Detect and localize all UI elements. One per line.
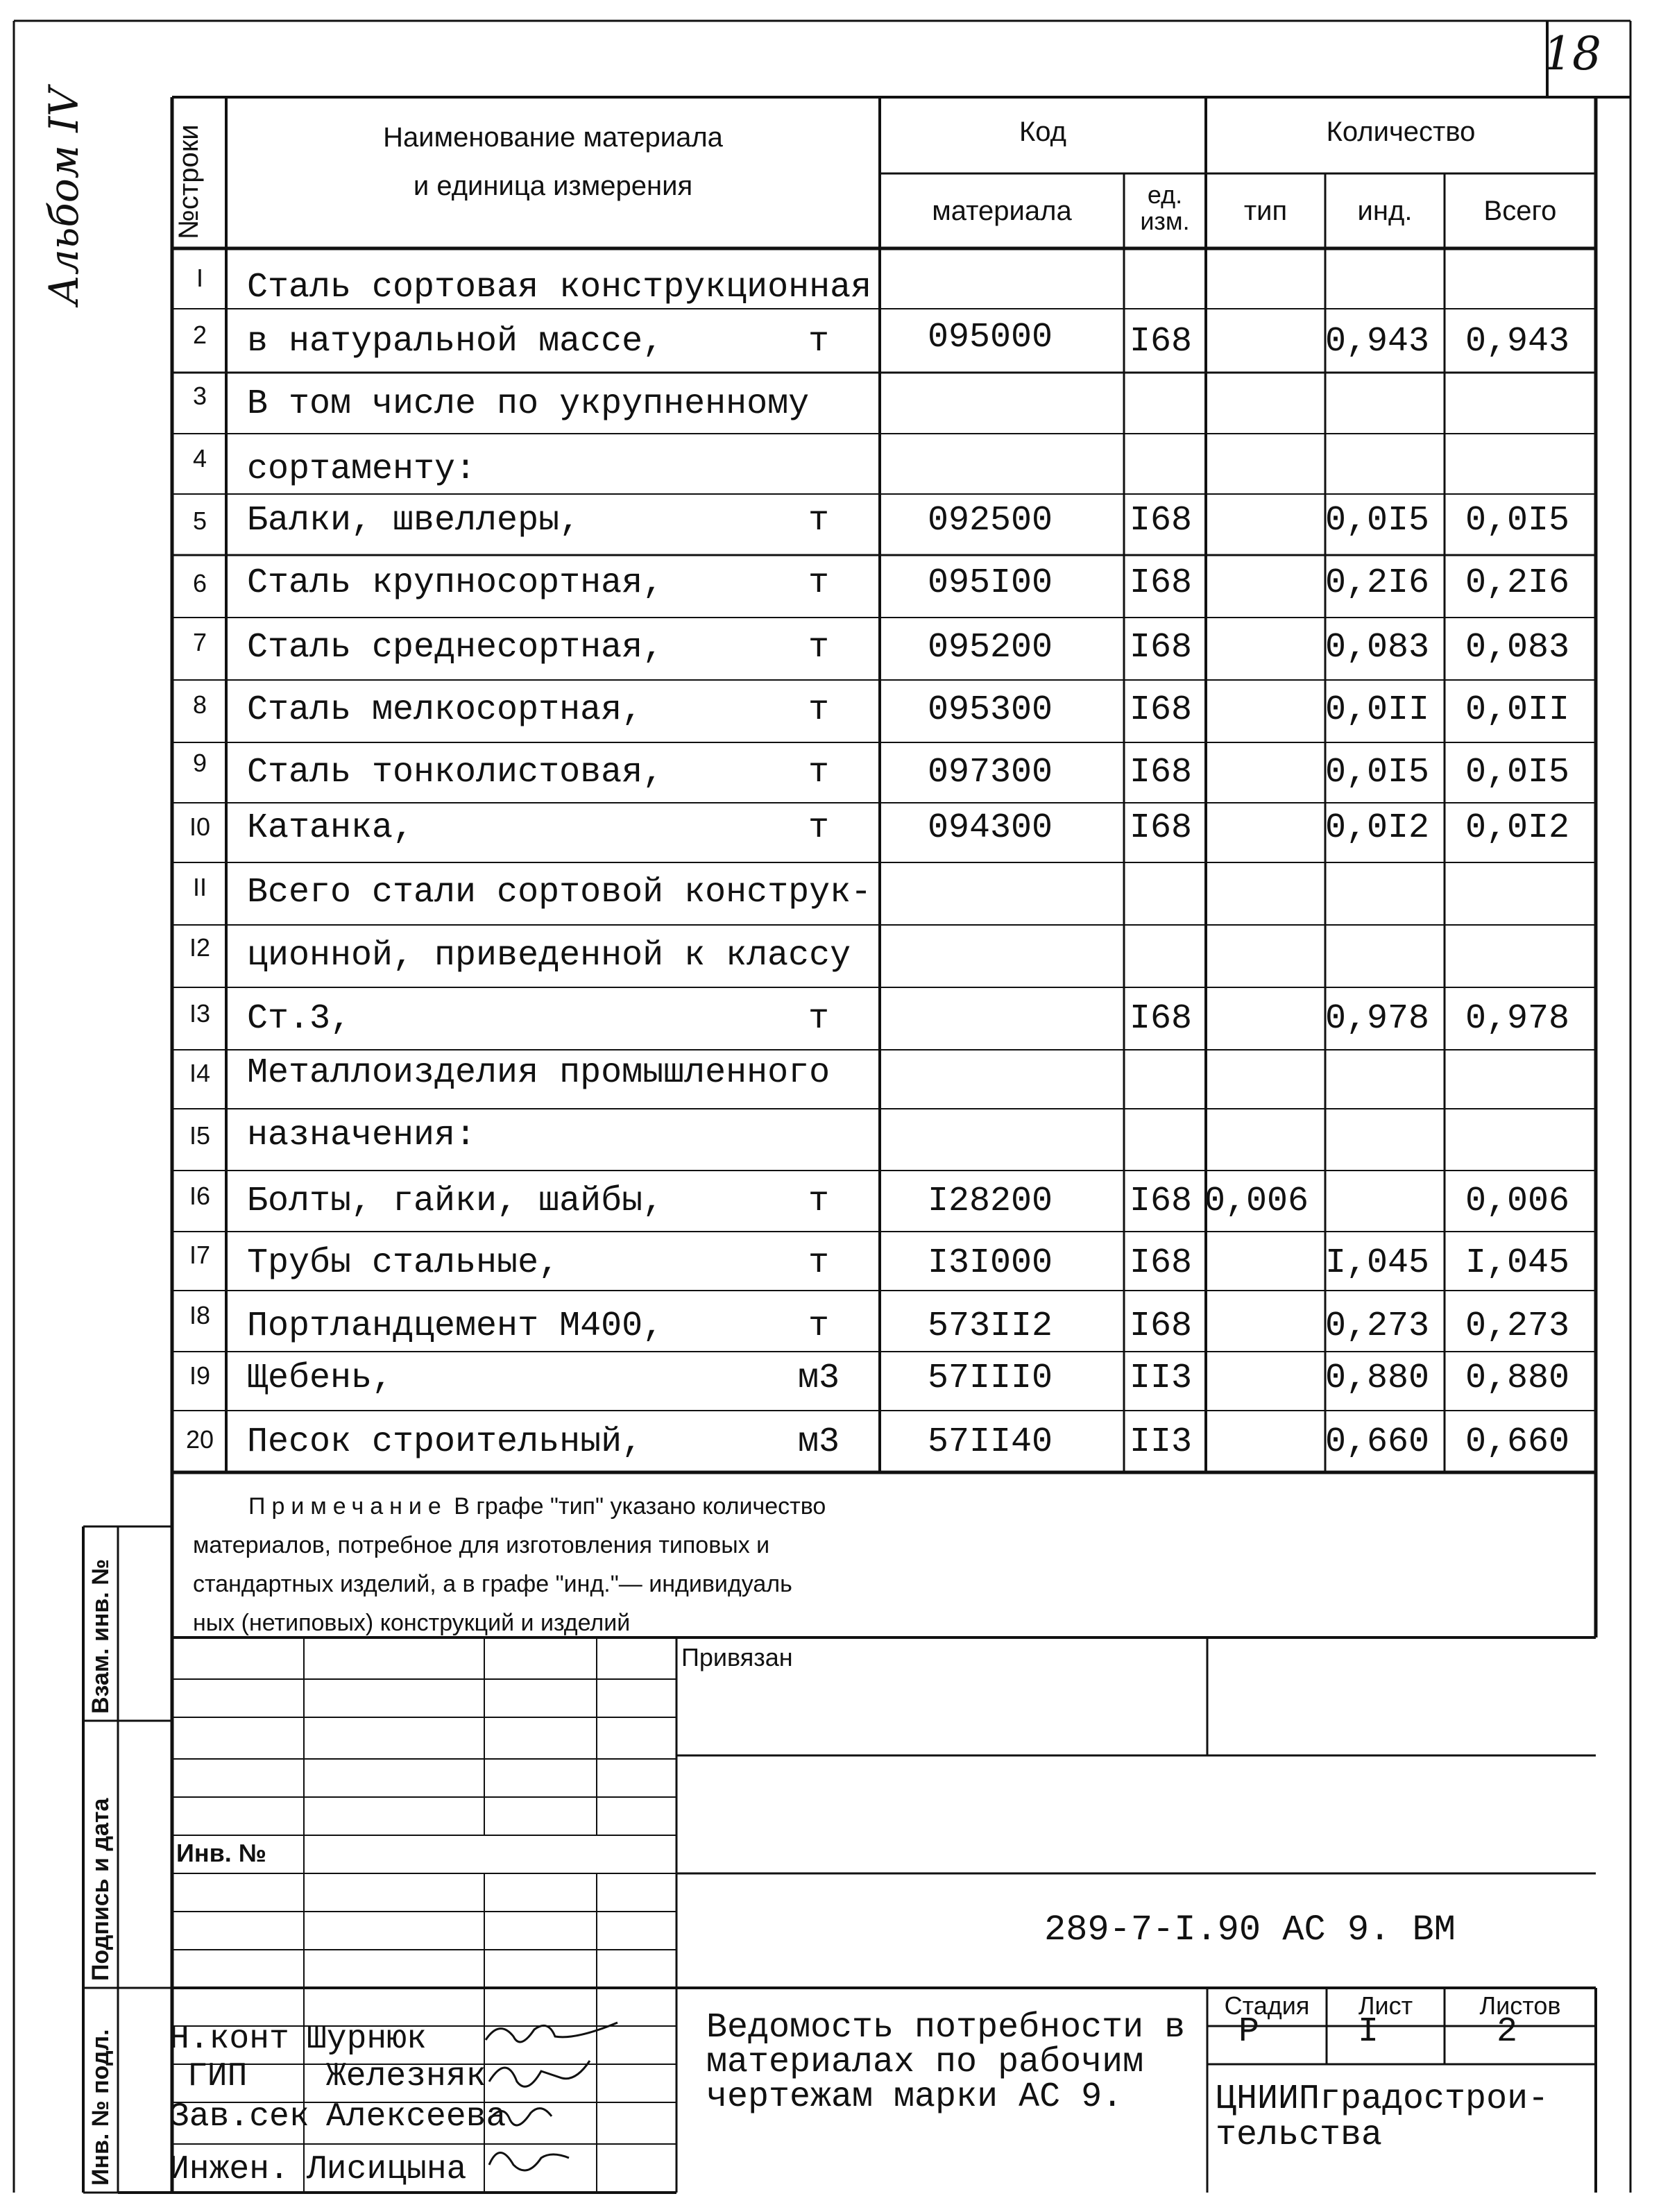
description-line-2: материалах по рабочим (706, 2043, 1144, 2082)
unit: т (808, 808, 829, 848)
signature-name: Железняк (326, 2058, 486, 2095)
material-name: Ст.3, (247, 999, 352, 1039)
table-row (0, 444, 1661, 489)
unit-code: II3 (1130, 1422, 1193, 1462)
table-row (0, 873, 1661, 914)
table-row (0, 1359, 1661, 1400)
description-line-3: чертежам марки АС 9. (706, 2077, 1123, 2117)
row-number: I5 (189, 1121, 211, 1150)
row-number: 20 (185, 1425, 214, 1454)
row-number: I3 (189, 999, 211, 1028)
material-name: Сталь мелкосортная, (247, 690, 643, 730)
material-code: 095200 (927, 628, 1053, 667)
material-name: Сталь крупносортная, (247, 563, 664, 603)
table-row (0, 999, 1661, 1041)
qty-ind-header: инд. (1357, 196, 1413, 226)
table-row (0, 933, 1661, 975)
stage-value: Р (1238, 2012, 1259, 2052)
unit-code: I68 (1130, 322, 1193, 361)
note-line-1 (193, 1487, 956, 1526)
signature-role: ГИП (187, 2058, 248, 2095)
code-unit-header-line2: изм. (1140, 207, 1190, 235)
sheet-value: I (1357, 2012, 1379, 2052)
page-number: 18 (1543, 27, 1601, 80)
unit-code: I68 (1130, 501, 1193, 541)
qty-ind: 0,0I5 (1325, 501, 1430, 541)
material-code: I3I000 (927, 1243, 1053, 1283)
qty-tip-header: тип (1243, 196, 1288, 226)
unit-code: I68 (1130, 999, 1193, 1039)
note-title: Примечание (248, 1493, 448, 1520)
signature-role: Н.конт (169, 2020, 289, 2058)
unit-code: I68 (1130, 690, 1193, 730)
document-code: 289-7-I.90 АС 9. ВМ (1044, 1909, 1456, 1950)
row-number: I9 (189, 1361, 211, 1390)
row-number: I7 (189, 1241, 211, 1269)
qty-ind: 0,0I5 (1325, 753, 1430, 792)
table-row (0, 1301, 1661, 1348)
table-row (0, 563, 1661, 605)
qty-ind: I,045 (1325, 1243, 1430, 1283)
unit-code: I68 (1130, 563, 1193, 603)
material-code: 095000 (927, 318, 1053, 357)
material-code: 097300 (927, 753, 1053, 792)
qty-ind: 0,943 (1325, 322, 1430, 361)
material-name: Сталь тонколистовая, (247, 753, 664, 792)
row-number: II (192, 873, 207, 901)
row-number-header: №строки (173, 124, 204, 239)
unit-code: I68 (1130, 628, 1193, 667)
qty-ind: 0,978 (1325, 999, 1430, 1039)
organization-line-1: ЦНИИПградострои- (1216, 2079, 1549, 2119)
row-number: 5 (192, 507, 207, 535)
code-unit-header (1124, 182, 1206, 235)
material-name: Катанка, (247, 808, 414, 848)
material-code: 57II40 (927, 1422, 1053, 1462)
table-row (0, 318, 1661, 359)
qty-total: I,045 (1465, 1243, 1570, 1283)
qty-total: 0,0II (1465, 690, 1570, 730)
unit-code: I68 (1130, 1307, 1193, 1346)
unit: т (808, 1243, 829, 1283)
row-number: 8 (192, 690, 207, 719)
row-number: I2 (189, 933, 211, 962)
organization-line-2: тельства (1216, 2116, 1383, 2155)
qty-total: 0,083 (1465, 628, 1570, 667)
table-row (0, 1116, 1661, 1157)
note-line-2: материалов, потребное для изготовления типовых и (193, 1532, 770, 1558)
inv-no-label: Инв. № (176, 1839, 266, 1867)
unit-code: I68 (1130, 753, 1193, 792)
row-number: I8 (189, 1301, 211, 1329)
row-number: 4 (192, 444, 207, 473)
signature-name: Шурнюк (307, 2020, 427, 2058)
qty-total: 0,0I5 (1465, 753, 1570, 792)
material-name: Трубы стальные, (247, 1243, 560, 1283)
qty-ind: 0,0I2 (1325, 808, 1430, 848)
document-description (706, 2008, 1186, 2117)
row-number: 6 (192, 569, 207, 597)
signature-scribbles (486, 2023, 617, 2170)
unit-code: II3 (1130, 1359, 1193, 1398)
unit-code: I68 (1130, 1182, 1193, 1221)
unit: т (808, 322, 829, 361)
material-name: в натуральной массе, (247, 322, 664, 361)
organization (1216, 2079, 1549, 2155)
signature-name: Лисицына (307, 2151, 467, 2188)
qty-total: 0,880 (1465, 1359, 1570, 1398)
side-label-vzam: Взам. инв. № (87, 1558, 114, 1714)
table-row (0, 264, 1661, 305)
code-unit-header-line1: ед. (1147, 180, 1183, 209)
unit-code: I68 (1130, 1243, 1193, 1283)
table-row (0, 808, 1661, 850)
qty-ind: 0,880 (1325, 1359, 1430, 1398)
code-header: Код (1019, 117, 1066, 147)
table-row (0, 690, 1661, 732)
qty-ind: 0,2I6 (1325, 563, 1430, 603)
material-name: Щебень, (247, 1359, 393, 1398)
note-line-3: стандартных изделий, а в графе "инд."— индивидуаль (193, 1571, 792, 1597)
name-header-line1: Наименование материала (383, 122, 723, 153)
material-code: 094300 (927, 808, 1053, 848)
qty-total: 0,0I2 (1465, 808, 1570, 848)
row-number: I (196, 264, 203, 292)
qty-total: 0,943 (1465, 322, 1570, 361)
sheets-value: 2 (1496, 2012, 1517, 2052)
row-number: I0 (189, 813, 211, 841)
material-name: Всего стали сортовой конструк- (247, 873, 872, 912)
side-label-inv-podl: Инв. № подл. (87, 2029, 114, 2186)
row-number: 2 (192, 321, 207, 349)
unit: т (808, 999, 829, 1039)
material-name: назначения: (247, 1116, 477, 1155)
material-name: Болты, гайки, шайбы, (247, 1182, 664, 1221)
qty-ind: 0,273 (1325, 1307, 1430, 1346)
unit: м3 (797, 1359, 840, 1398)
qty-ind: 0,083 (1325, 628, 1430, 667)
name-header-line2: и единица измерения (413, 171, 693, 201)
side-label-podpis: Подпись и дата (87, 1798, 114, 1981)
unit: т (808, 1307, 829, 1346)
material-code: 573II2 (927, 1307, 1053, 1346)
material-name: Песок строительный, (247, 1422, 643, 1462)
material-name: Сталь сортовая конструкционная (247, 268, 872, 307)
material-name: Сталь среднесортная, (247, 628, 664, 667)
unit: т (808, 563, 829, 603)
material-name: В том числе по укрупненному (247, 384, 810, 424)
table-row (0, 1053, 1661, 1095)
material-name: Балки, швеллеры, (247, 501, 581, 541)
table-row (0, 1182, 1661, 1223)
privyazan-label: Привязан (681, 1643, 793, 1671)
description-line-1: Ведомость потребности в (706, 2008, 1186, 2048)
table-row (0, 1243, 1661, 1285)
material-code: 095300 (927, 690, 1053, 730)
table-row (0, 501, 1661, 543)
qty-header: Количество (1326, 117, 1476, 147)
row-number: 3 (192, 382, 207, 410)
sheets-label: Листов (1479, 1991, 1561, 2020)
signature-name: Алексеева (326, 2098, 506, 2136)
code-material-header: материала (932, 196, 1072, 226)
signature-role: Инжен. (169, 2151, 289, 2188)
qty-total: 0,2I6 (1465, 563, 1570, 603)
signature-role: Зав.сек (169, 2098, 309, 2136)
note-line-4: ных (нетиповых) конструкций и изделий (193, 1610, 631, 1636)
material-name: Портландцемент М400, (247, 1307, 664, 1346)
unit: т (808, 1182, 829, 1221)
unit: т (808, 628, 829, 667)
material-code: 092500 (927, 501, 1053, 541)
material-code: 57III0 (927, 1359, 1053, 1398)
unit: т (808, 501, 829, 541)
qty-total: 0,660 (1465, 1422, 1570, 1462)
qty-total-header: Всего (1483, 196, 1557, 226)
note-block (193, 1487, 956, 1642)
row-number: I6 (189, 1182, 211, 1210)
qty-total: 0,006 (1465, 1182, 1570, 1221)
row-number: 9 (192, 749, 207, 777)
row-number: I4 (189, 1059, 211, 1087)
table-row (0, 628, 1661, 670)
material-name: ционной, приведенной к классу (247, 936, 851, 976)
material-code: I28200 (927, 1182, 1053, 1221)
qty-total: 0,978 (1465, 999, 1570, 1039)
table-row (0, 1422, 1661, 1464)
unit: т (808, 753, 829, 792)
stage-label: Стадия (1224, 1991, 1310, 2020)
qty-ind: 0,0II (1325, 690, 1430, 730)
row-number: 7 (192, 628, 207, 656)
album-label: Альбом IV (40, 87, 87, 305)
qty-total: 0,0I5 (1465, 501, 1570, 541)
sheet-label: Лист (1358, 1991, 1413, 2020)
material-code: 095I00 (927, 563, 1053, 603)
qty-total: 0,273 (1465, 1307, 1570, 1346)
note-text-1: В графе "тип" указано количество (454, 1493, 826, 1520)
unit-code: I68 (1130, 808, 1193, 848)
unit: т (808, 690, 829, 730)
table-row (0, 749, 1661, 794)
material-name: Металлоизделия промышленного (247, 1053, 830, 1093)
qty-tip: 0,006 (1204, 1182, 1309, 1221)
qty-ind: 0,660 (1325, 1422, 1430, 1462)
unit: м3 (797, 1422, 840, 1462)
material-name: сортаменту: (247, 450, 477, 489)
table-row (0, 382, 1661, 423)
